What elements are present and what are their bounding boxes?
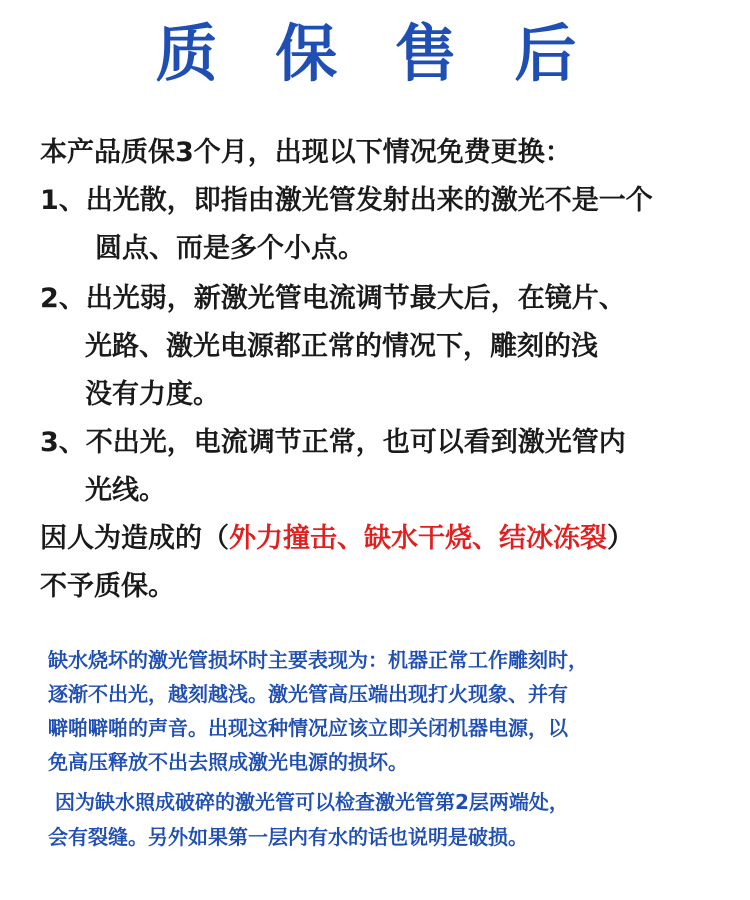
note-line-1: 缺水烧坏的激光管损坏时主要表现为：机器正常工作雕刻时，: [48, 648, 588, 672]
exclusion-causes: 外力撞击、缺水干烧、结冰冻裂: [229, 523, 607, 554]
note-line-6: 会有裂缝。另外如果第一层内有水的话也说明是破损。: [48, 825, 528, 849]
page-title: 质 保 售 后: [155, 17, 595, 90]
note-line-2: 逐渐不出光，越刻越浅。激光管高压端出现打火现象、并有: [48, 682, 568, 706]
exclusion-line-1: [40, 523, 634, 555]
warranty-item-3-line-2: 光线。: [85, 475, 166, 506]
warranty-item-3-line-1: 3、不出光，电流调节正常，也可以看到激光管内: [40, 427, 626, 458]
warranty-item-1-line-2: 圆点、而是多个小点。: [95, 233, 365, 264]
warranty-item-2-line-3: 没有力度。: [85, 379, 220, 410]
exclusion-prefix: 因人为造成的（: [40, 523, 229, 554]
warranty-item-1-line-1: 1、出光散，即指由激光管发射出来的激光不是一个: [40, 185, 653, 216]
exclusion-suffix: ）: [607, 523, 634, 554]
note-line-3: 噼啪噼啪的声音。出现这种情况应该立即关闭机器电源，以: [48, 716, 568, 740]
warranty-item-2-line-1: 2、出光弱，新激光管电流调节最大后，在镜片、: [40, 283, 626, 314]
note-line-4: 免高压释放不出去照成激光电源的损坏。: [48, 750, 408, 774]
exclusion-line-2: 不予质保。: [40, 571, 175, 602]
warranty-intro: 本产品质保3个月，出现以下情况免费更换：: [40, 137, 572, 168]
warranty-item-2-line-2: 光路、激光电源都正常的情况下，雕刻的浅: [85, 331, 598, 362]
note-line-5: 因为缺水照成破碎的激光管可以检查激光管第2层两端处，: [48, 790, 569, 814]
